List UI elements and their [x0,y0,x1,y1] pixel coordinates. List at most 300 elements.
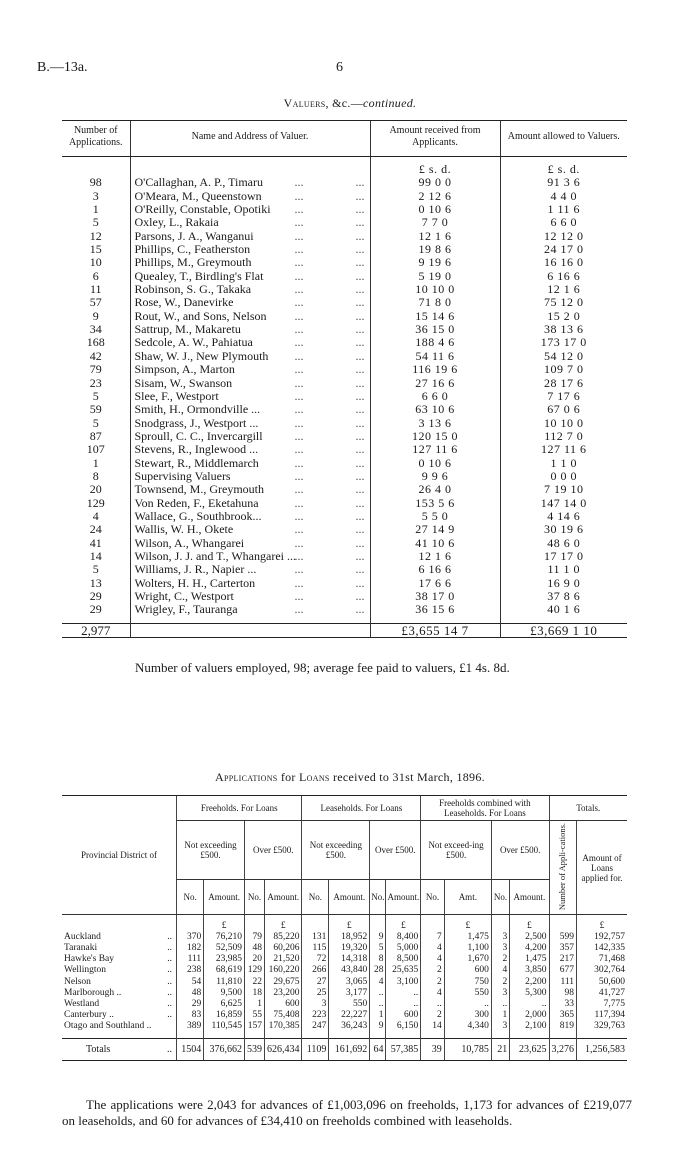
loan-total-value: 161,692 [329,1039,370,1061]
amount-allowed: 112 7 0 [500,430,627,443]
loans-caption: Applications for Loans received to 31st March, 1896. [215,770,485,784]
loan-value: 329,763 [577,1021,628,1039]
district-name: Nelson .. [64,976,172,987]
amount-received: 0 10 6 [370,203,500,216]
amount-received: 41 10 6 [370,537,500,550]
loan-value: 21,520 [264,954,302,965]
sub-over: Over £500. [244,821,302,880]
loan-value: 52,509 [204,943,245,954]
loans-total-row [62,1039,627,1061]
loan-value: 71,468 [577,954,628,965]
valuer-row [62,470,627,483]
district-name: Auckland .. [64,932,172,943]
valuer-row [62,563,627,576]
loan-value: 2 [421,965,445,976]
valuers-total-row [62,623,627,637]
loan-value: 223 [302,1010,329,1021]
loan-value: 25,635 [386,965,421,976]
applications-count: 87 [89,428,102,443]
applications-count: 5 [92,415,99,430]
loan-value: 5,000 [386,943,421,954]
amount-received: 0 10 6 [370,457,500,470]
loan-value: 182 [177,943,204,954]
loan-value: 357 [549,943,577,954]
valuer-name: ... ... Williams, J. R., Napier ... [130,563,370,576]
amount-allowed: 1 11 6 [500,203,627,216]
loan-value: 3 [491,932,509,943]
loan-value: 85,220 [264,932,302,943]
district-row [62,943,627,954]
amount-allowed: 173 17 0 [500,336,627,349]
valuers-table [62,120,627,638]
loan-value: 3,177 [329,988,370,999]
applications-count: 29 [89,589,102,603]
sub-over: Over £500. [491,821,549,880]
amount-allowed: 12 12 0 [500,230,627,243]
loan-value: 83 [177,1010,204,1021]
valuer-row [62,443,627,456]
loan-value: 27 [302,977,329,988]
loan-value: 55 [244,1010,264,1021]
loan-value: 131 [302,932,329,943]
total-applications: 2,977 [62,623,130,637]
amount-received: 27 14 9 [370,523,500,536]
applications-count: 23 [89,375,102,390]
amount-received: 120 15 0 [370,430,500,443]
loan-value: 5,300 [510,988,549,999]
amount-received: 3 13 6 [370,417,500,430]
applications-count: 6 [92,268,99,283]
amount-received: 26 4 0 [370,483,500,496]
amount-received: 15 14 6 [370,310,500,323]
loan-value: 129 [244,965,264,976]
total-received: £3,655 14 7 [370,623,500,637]
loan-value: 9 [370,1021,386,1039]
applications-count: 168 [86,335,105,350]
valuer-row [62,323,627,336]
amount-allowed: 12 1 6 [500,283,627,296]
loan-value: 110,545 [204,1021,245,1039]
currency-row: £ £ £ £ £ £ £ [62,915,627,933]
district-row [62,1010,627,1021]
amount-allowed: 0 0 0 [500,470,627,483]
valuers-rows [62,157,627,624]
total-allowed: £3,669 1 10 [500,623,627,637]
valuer-name: ... ... Rout, W., and Sons, Nelson [130,310,370,323]
amount-received: 36 15 6 [370,603,500,623]
loan-value: 48 [244,943,264,954]
loan-value: 370 [177,932,204,943]
valuers-caption: Valuers, &c.—continued. [283,96,417,110]
amount-received: 6 6 0 [370,390,500,403]
district-row [62,988,627,999]
loan-value: 2 [491,954,509,965]
col-district: Provincial District of [62,796,177,915]
loan-value: 300 [444,1010,491,1021]
applications-count: 10 [89,255,102,270]
amount-received: 9 9 6 [370,470,500,483]
applications-count: 12 [89,228,102,243]
loan-value: 4,200 [510,943,549,954]
loan-total-value: 376,662 [204,1039,245,1061]
loan-value: 247 [302,1021,329,1039]
amount-received: 116 19 6 [370,363,500,376]
loan-value: 23,985 [204,954,245,965]
valuer-row [62,590,627,603]
amount-received: 99 0 0 [370,176,500,189]
loan-value: 48 [177,988,204,999]
loan-value: 142,335 [577,943,628,954]
amount-allowed: 91 3 6 [500,176,627,189]
col-no: No. [421,879,445,914]
loan-value: .. [386,999,421,1010]
loan-value: 6,150 [386,1021,421,1039]
applications-count: 8 [92,468,99,483]
group-totals: Totals. [549,796,627,821]
col-amount: Amount. [510,879,549,914]
report-reference: B.—13a. [37,60,88,75]
loan-value: 14 [421,1021,445,1039]
district-name: Otago and Southland .. [64,1020,152,1031]
group-freeholds: Freeholds. For Loans [177,796,302,821]
col-amount-received: Amount received from Applicants. [370,121,500,157]
col-number-applications: Number of Appli-cations. [549,821,577,915]
loan-total-value: 23,625 [510,1039,549,1061]
valuer-name: ... ... Snodgrass, J., Westport ... [130,417,370,430]
loan-value: 111 [177,954,204,965]
valuer-name: ... ... Sproull, C. C., Invercargill [130,430,370,443]
loan-value: 2,100 [510,1021,549,1039]
valuer-row [62,296,627,309]
applications-count: 14 [89,548,102,563]
amount-received: 17 6 6 [370,577,500,590]
col-no: No. [177,879,204,914]
loan-value: 3,100 [386,977,421,988]
currency-row [62,157,627,177]
applications-count: 11 [89,282,102,297]
amount-allowed: 147 14 0 [500,497,627,510]
loan-value: 550 [444,988,491,999]
amount-allowed: 1 1 0 [500,457,627,470]
applications-count: 59 [89,402,102,417]
applications-count: 24 [89,522,102,537]
loan-value: 1,475 [444,932,491,943]
loan-value: 1 [370,1010,386,1021]
applications-count: 20 [89,482,102,497]
loan-value: 9,500 [204,988,245,999]
currency-header: £ s. d. [500,157,627,177]
loan-value: 2 [491,977,509,988]
district-row [62,932,627,943]
col-amount-applied: Amount of Loans applied for. [577,821,628,915]
valuer-name: ... ... Wrigley, F., Tauranga [130,603,370,623]
loan-value: 79 [244,932,264,943]
amount-allowed: 4 4 0 [500,190,627,203]
loan-value: 4 [421,943,445,954]
amount-received: 9 19 6 [370,256,500,269]
valuer-name: ... ... Von Reden, F., Eketahuna [130,497,370,510]
loan-total-value: 626,434 [264,1039,302,1061]
loan-value: 2 [421,1010,445,1021]
amount-allowed: 16 16 0 [500,256,627,269]
amount-received: 54 11 6 [370,350,500,363]
valuer-name: ... ... Oxley, L., Rakaia [130,216,370,229]
amount-received: 63 10 6 [370,403,500,416]
loan-value: 28 [370,965,386,976]
valuer-row [62,577,627,590]
currency-header: £ s. d. [370,157,500,177]
amount-received: 36 15 0 [370,323,500,336]
col-amount: Amount. [264,879,302,914]
loan-total-value: 539 [244,1039,264,1061]
valuer-row [62,336,627,349]
loan-value: 43,840 [329,965,370,976]
amount-allowed: 40 1 6 [500,603,627,623]
loan-value: 160,220 [264,965,302,976]
valuer-row [62,190,627,203]
amount-received: 19 8 6 [370,243,500,256]
amount-received: 6 16 6 [370,563,500,576]
col-no: No. [244,879,264,914]
loan-value: 22 [244,977,264,988]
loan-value: 819 [549,1021,577,1039]
loan-value: 18 [244,988,264,999]
amount-received: 12 1 6 [370,550,500,563]
loan-total-value: 57,385 [386,1039,421,1061]
loan-value: 76,210 [204,932,245,943]
valuer-name: ... ... Wallis, W. H., Okete [130,523,370,536]
loan-value: 4 [491,965,509,976]
applications-count: 9 [92,308,99,323]
valuer-row [62,403,627,416]
loan-value: 19,320 [329,943,370,954]
loan-value: 7 [421,932,445,943]
loan-value: 365 [549,1010,577,1021]
loan-value: 60,206 [264,943,302,954]
amount-received: 188 4 6 [370,336,500,349]
amount-received: 5 19 0 [370,270,500,283]
amount-allowed: 7 17 6 [500,390,627,403]
applications-count: 4 [92,508,99,523]
col-amount: Amount. [386,879,421,914]
applications-count: 129 [86,495,105,510]
loan-value: 8,400 [386,932,421,943]
loan-value: .. [421,999,445,1010]
valuer-name: ... ... Shaw, W. J., New Plymouth [130,350,370,363]
loan-value: 23,200 [264,988,302,999]
amount-allowed: 54 12 0 [500,350,627,363]
summary-paragraph: The applications were 2,043 for advances of £1,003,096 on freeholds, 1,173 for advances of £219,077 on leaseholds, and 60 for advances of £34,410 on freeholds combined with leaseholds. [62,1097,632,1128]
valuer-name: ... ... Slee, F., Westport [130,390,370,403]
amount-allowed: 75 12 0 [500,296,627,309]
district-name: Canterbury .. .. [64,1009,172,1020]
loan-value: 50,600 [577,977,628,988]
col-amount: Amount. [204,879,245,914]
valuer-row [62,430,627,443]
loan-value: 98 [549,988,577,999]
amount-received: 12 1 6 [370,230,500,243]
valuer-row [62,377,627,390]
loan-value: 677 [549,965,577,976]
amount-allowed: 7 19 10 [500,483,627,496]
valuer-row [62,457,627,470]
total-label: Totals .. [62,1039,177,1061]
amount-allowed: 15 2 0 [500,310,627,323]
loan-value: 29 [177,999,204,1010]
applications-count: 34 [89,322,102,337]
amount-allowed: 24 17 0 [500,243,627,256]
valuer-name: ... ... Sattrup, M., Makaretu [130,323,370,336]
loan-value: 14,318 [329,954,370,965]
applications-count: 107 [86,442,105,457]
applications-count: 98 [89,175,102,190]
loan-value: 41,727 [577,988,628,999]
applications-count: 79 [89,362,102,377]
col-valuer-name: Name and Address of Valuer. [130,121,370,157]
amount-received: 71 8 0 [370,296,500,309]
amount-allowed: 10 10 0 [500,417,627,430]
col-amount: Amount. [329,879,370,914]
amount-received: 153 5 6 [370,497,500,510]
loan-value: 599 [549,932,577,943]
amount-received: 127 11 6 [370,443,500,456]
district-name: Hawke's Bay .. [64,954,172,965]
loan-value: 36,243 [329,1021,370,1039]
valuer-name: ... ... Stevens, R., Inglewood ... [130,443,370,456]
amount-allowed: 6 6 0 [500,216,627,229]
loan-value: .. [491,999,509,1010]
loan-value: 25 [302,988,329,999]
valuer-row [62,176,627,189]
loan-value: 9 [370,932,386,943]
valuer-row [62,390,627,403]
loan-value: 1,670 [444,954,491,965]
loan-value: 8 [370,954,386,965]
amount-allowed: 28 17 6 [500,377,627,390]
loan-total-value: 10,785 [444,1039,491,1061]
loan-value: 7,775 [577,999,628,1010]
applications-count: 13 [89,575,102,590]
loan-value: 3,850 [510,965,549,976]
valuer-name: ... ... Supervising Valuers [130,470,370,483]
amount-allowed: 6 16 6 [500,270,627,283]
valuer-name: ... ... Robinson, S. G., Takaka [130,283,370,296]
group-leaseholds: Leaseholds. For Loans [302,796,421,821]
valuer-name: ... ... Rose, W., Danevirke [130,296,370,309]
valuer-row [62,510,627,523]
valuer-name: ... ... Wilson, A., Whangarei [130,537,370,550]
loan-value: 2 [421,977,445,988]
loan-value: 1 [244,999,264,1010]
valuer-row [62,523,627,536]
loan-value: 1,475 [510,954,549,965]
loan-value: 11,810 [204,977,245,988]
district-row [62,977,627,988]
loans-rows [62,915,627,1039]
valuer-row [62,363,627,376]
valuer-row [62,270,627,283]
district-row [62,999,627,1010]
valuer-row [62,203,627,216]
valuer-name: ... ... Phillips, M., Greymouth [130,256,370,269]
loans-table [62,795,627,1061]
valuer-name: ... ... Smith, H., Ormondville ... [130,403,370,416]
amount-allowed: 109 7 0 [500,363,627,376]
applications-count: 1 [92,202,99,217]
loan-total-value: 39 [421,1039,445,1061]
valuer-name: ... ... O'Callaghan, A. P., Timaru [130,176,370,189]
amount-allowed: 17 17 0 [500,550,627,563]
loan-total-value: 21 [491,1039,509,1061]
amount-received: 10 10 0 [370,283,500,296]
valuer-name: ... ... Parsons, J. A., Wanganui [130,230,370,243]
district-name: Taranaki .. [64,943,172,954]
col-no: No. [491,879,509,914]
amount-allowed: 67 0 6 [500,403,627,416]
valuer-name: ... ... Wilson, J. J. and T., Whangarei ... [130,550,370,563]
loan-value: .. [370,999,386,1010]
page-number: 6 [336,60,343,75]
col-number-applications: Number of Applications. [62,121,130,157]
loan-value: 170,385 [264,1021,302,1039]
amount-allowed: 127 11 6 [500,443,627,456]
loan-value: 3 [491,988,509,999]
loan-value: 238 [177,965,204,976]
valuer-row [62,350,627,363]
loan-value: 600 [386,1010,421,1021]
applications-count: 41 [89,535,102,550]
valuer-name: ... ... Sedcole, A. W., Pahiatua [130,336,370,349]
valuer-row [62,243,627,256]
sub-not-exceeding: Not exceeding £500. [302,821,370,880]
loan-value: 75,408 [264,1010,302,1021]
district-name: Westland .. [64,998,172,1009]
amount-allowed: 37 8 6 [500,590,627,603]
loan-value: 3 [302,999,329,1010]
amount-received: 38 17 0 [370,590,500,603]
loan-total-value: 64 [370,1039,386,1061]
amount-allowed: 16 9 0 [500,577,627,590]
valuer-name: ... ... Townsend, M., Greymouth [130,483,370,496]
loan-value: 72 [302,954,329,965]
loan-value: 117,394 [577,1010,628,1021]
amount-allowed: 48 6 0 [500,537,627,550]
amount-received: 5 5 0 [370,510,500,523]
loan-value: 4,340 [444,1021,491,1039]
loan-value: 600 [444,965,491,976]
loan-value: 217 [549,954,577,965]
valuer-row [62,283,627,296]
col-no: No. [302,879,329,914]
loan-value: 20 [244,954,264,965]
loan-value: 18,952 [329,932,370,943]
district-row [62,965,627,976]
loan-value: 600 [264,999,302,1010]
valuer-name: ... ... Wright, C., Westport [130,590,370,603]
loan-value: 3,065 [329,977,370,988]
loan-value: 3 [491,943,509,954]
amount-received: 7 7 0 [370,216,500,229]
amount-received: 27 16 6 [370,377,500,390]
applications-count: 57 [89,295,102,310]
amount-received: 2 12 6 [370,190,500,203]
applications-count: 42 [89,348,102,363]
applications-count: 5 [92,388,99,403]
loan-value: 4 [421,954,445,965]
loan-value: 4 [421,988,445,999]
valuer-row [62,256,627,269]
loan-total-value: 3,276 [549,1039,577,1061]
